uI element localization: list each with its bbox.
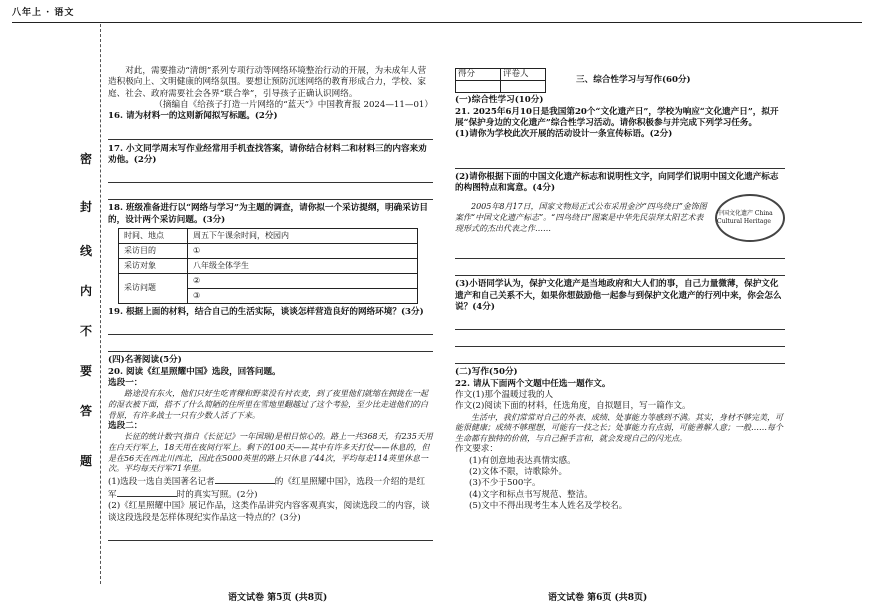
answer-line-21-2b[interactable] bbox=[455, 262, 785, 276]
table-cell: 采访对象 bbox=[119, 259, 188, 274]
question-21-1: (1)请你为学校此次开展的活动设计一条宣传标语。(2分) bbox=[455, 129, 673, 140]
answer-line-19b[interactable] bbox=[108, 338, 433, 352]
requirement-item: (5)文中不得出现考生本人姓名及学校名。 bbox=[469, 501, 628, 512]
margin-char-1: 密 bbox=[80, 152, 93, 166]
q20-1-blank-a[interactable] bbox=[215, 475, 275, 484]
right-column bbox=[455, 68, 785, 512]
page-header: 八年上 · 语文 bbox=[12, 8, 75, 18]
selection-2-title: 选段二： bbox=[108, 421, 143, 432]
score-cell[interactable] bbox=[456, 81, 501, 93]
intro-line-2: 积极向上、文明健康的网络氛围。要想让预防沉迷网络的教育形成合力，学校、家庭、 bbox=[108, 77, 426, 99]
intro-paragraph bbox=[108, 66, 433, 100]
heritage-logo-text: 中国文化遗产 China Cultural Heritage bbox=[717, 210, 773, 226]
table-row bbox=[119, 274, 418, 289]
score-header bbox=[455, 68, 785, 93]
survey-table bbox=[118, 228, 418, 304]
intro-line-3: 社会、政府需要社会各界“联合拳”，引导孩子正确认识网络。 bbox=[125, 88, 358, 99]
answer-line-19a[interactable] bbox=[108, 321, 433, 335]
question-20-2: (2)《红星照耀中国》展记作品，这类作品讲究内容客观真实，阅读选段二的内容，谈谈这段选段是怎样体现纪实作品这一特点的？(3分) bbox=[108, 501, 430, 523]
table-cell: 时间、地点 bbox=[119, 229, 188, 244]
answer-line-21-2a[interactable] bbox=[455, 245, 785, 259]
selection-1-text: 路途没有东火，他们只好生吃青稞和野菜没有衬衣麦，到了夜里他们就缩在拥拢在一起的湿衣被下面，搭不了什么简陋的住所里在雪地里翻越过了这个考验，至少比走进他们的白骨原，有许多战士一只有少数人活了下来。 bbox=[108, 389, 428, 420]
q20-1-part-c: 时的真实写照。(2分) bbox=[176, 489, 258, 500]
section-3-title: 三、综合性学习与写作(60分) bbox=[576, 74, 691, 85]
margin-char-8: 题 bbox=[80, 454, 93, 468]
grader-label: 评卷人 bbox=[501, 69, 546, 81]
question-21-3: (3)小语同学认为，保护文化遗产是当地政府和大人们的事，自己力量微薄，保护文化遗产和自己关系不大，如果你想鼓励他一起参与到保护文化遗产的行列中来，你会怎么说？(4分) bbox=[455, 279, 782, 312]
section-b-title: (二)写作(50分) bbox=[455, 367, 518, 378]
requirement-item: (4)文字和标点书写规范、整洁。 bbox=[469, 489, 593, 500]
table-row bbox=[119, 244, 418, 259]
table-row bbox=[119, 229, 418, 244]
table-row bbox=[119, 259, 418, 274]
answer-line-20[interactable] bbox=[108, 527, 433, 541]
footer-right: 语文试卷 第6页 (共8页) bbox=[548, 593, 648, 603]
requirement-item: (1)有创意地表达真情实感。 bbox=[469, 455, 576, 466]
table-cell[interactable]: ② bbox=[188, 274, 418, 289]
footer-left: 语文试卷 第5页 (共8页) bbox=[228, 593, 328, 603]
table-cell: 采访目的 bbox=[119, 244, 188, 259]
header-divider bbox=[12, 22, 862, 23]
question-19: 19. 根据上面的材料，结合自己的生活实际，谈谈怎样营造良好的网络环境？(3分) bbox=[108, 307, 424, 318]
table-cell: 采访问题 bbox=[119, 274, 188, 304]
margin-char-3: 线 bbox=[80, 244, 93, 258]
topic-1-label: 作文(1) bbox=[455, 390, 485, 400]
table-cell: 周五下午课余时间，校园内 bbox=[188, 229, 418, 244]
material-text: 生活中，我们常常对自己的外表、成绩、处事能力等感到不满。其实，身材不够完美，可能很健康；成绩不够理想，可能有一技之长；处事能力有点弱，可能善解人意；一般……每个生命都有独特的价值，与自己握手言和，就会发现自己的闪光点。 bbox=[455, 412, 783, 443]
answer-line-21-3c[interactable] bbox=[455, 350, 785, 364]
logo-description: 2005年8月17日，国家文物局正式公布采用金沙“四鸟绕日”金饰图案作“中国文化遗产标志”。“四鸟绕日”图案是中华先民崇拜太阳艺术表现形式的杰出代表之作…… bbox=[455, 202, 707, 233]
topic-1 bbox=[455, 390, 785, 401]
requirement-item: (2)文体不限，诗歌除外。 bbox=[469, 467, 568, 478]
margin-char-2: 封 bbox=[80, 200, 93, 214]
question-20-1 bbox=[108, 475, 433, 502]
requirements-title: 作文要求： bbox=[455, 444, 498, 455]
requirement-item: (3)不少于500字。 bbox=[469, 478, 541, 489]
intro-line-1: 对此，需要推动“清朗”系列专项行动等网络环境整治行动的开展，为未成年人营造 bbox=[108, 66, 427, 88]
question-16: 16. 请为材料一的这则新闻拟写标题。(2分) bbox=[108, 111, 278, 122]
table-cell: 八年级全体学生 bbox=[188, 259, 418, 274]
table-cell[interactable]: ③ bbox=[188, 289, 418, 304]
question-17: 17. 小文同学周末写作业经常用手机查找答案，请你结合材料二和材料三的内容来劝劝他。(2分) bbox=[108, 143, 427, 166]
answer-line-16[interactable] bbox=[108, 126, 433, 140]
question-21: 21. 2025年6月10日是我国第20个“文化遗产日”，学校为响应“文化遗产日”，拟开展“保护身边的文化遗产”综合性学习活动。请你积极参与并完成下列学习任务。 bbox=[455, 106, 779, 128]
q20-1-part-b: 的《红星照耀中国》，选段一介绍的是红军 bbox=[108, 476, 426, 500]
logo-block bbox=[455, 194, 785, 242]
question-20: 20. 阅读《红星照耀中国》选段，回答问题。 bbox=[108, 366, 281, 377]
margin-char-6: 要 bbox=[80, 364, 93, 378]
topic-2-desc: 阅读下面的材料，任选角度，自拟题目，写一篇作文。 bbox=[484, 401, 691, 412]
answer-line-21-3b[interactable] bbox=[455, 333, 785, 347]
table-cell[interactable]: ① bbox=[188, 244, 418, 259]
answer-line-17a[interactable] bbox=[108, 169, 433, 183]
selection-1-title: 选段一： bbox=[108, 378, 143, 389]
answer-line-21-3a[interactable] bbox=[455, 316, 785, 330]
answer-line-17b[interactable] bbox=[108, 186, 433, 200]
topic-2-label: 作文(2) bbox=[455, 401, 485, 412]
q20-1-part-a: (1)选段一选自美国著名记者 bbox=[108, 476, 215, 487]
score-label: 得分 bbox=[456, 69, 501, 81]
seal-line bbox=[100, 24, 101, 584]
topic-1-title: 那个温暖过我的人 bbox=[484, 390, 554, 400]
requirements-list bbox=[469, 456, 785, 513]
selection-2-text: 长征的统计数字(指自《长征记》一年国瑞)是相目惊心的。路上一共368天，有235天用在白天行军上，18天用在夜间行军上。剩下的100天——其中有许多天打仗——休息的，但是在56天在西北川西北，因此在5000英里的路上只休息了44次，平均每走114英里休息一次。平均每天行军71华里。 bbox=[108, 432, 433, 474]
question-22: 22. 请从下面两个文题中任选一题作文。 bbox=[455, 378, 611, 389]
heritage-logo bbox=[715, 194, 785, 242]
margin-char-4: 内 bbox=[80, 284, 93, 298]
question-18: 18. 班级准备进行以“网络与学习”为主题的调查，请你拟一个采访提纲，明确采访目的，设计两个采访问题。(3分) bbox=[108, 203, 429, 225]
section-a-title: (一)综合性学习(10分) bbox=[455, 95, 544, 106]
q20-1-blank-b[interactable] bbox=[117, 488, 177, 497]
left-column bbox=[108, 66, 433, 544]
grader-cell[interactable] bbox=[501, 81, 546, 93]
topic-2 bbox=[455, 401, 785, 412]
score-box bbox=[455, 68, 546, 93]
answer-line-21-1[interactable] bbox=[455, 155, 785, 169]
source-line: （摘编自《给孩子打造一片网络的“蓝天”》中国教育报 2024—11—01） bbox=[154, 100, 433, 111]
margin-char-5: 不 bbox=[80, 324, 93, 338]
section-4-title: (四)名著阅读(5分) bbox=[108, 355, 182, 366]
question-21-2: (2)请你根据下面的中国文化遗产标志和说明性文字，向同学们说明中国文化遗产标志的构图特点和寓意。(4分) bbox=[455, 171, 779, 193]
margin-char-7: 答 bbox=[80, 404, 93, 418]
